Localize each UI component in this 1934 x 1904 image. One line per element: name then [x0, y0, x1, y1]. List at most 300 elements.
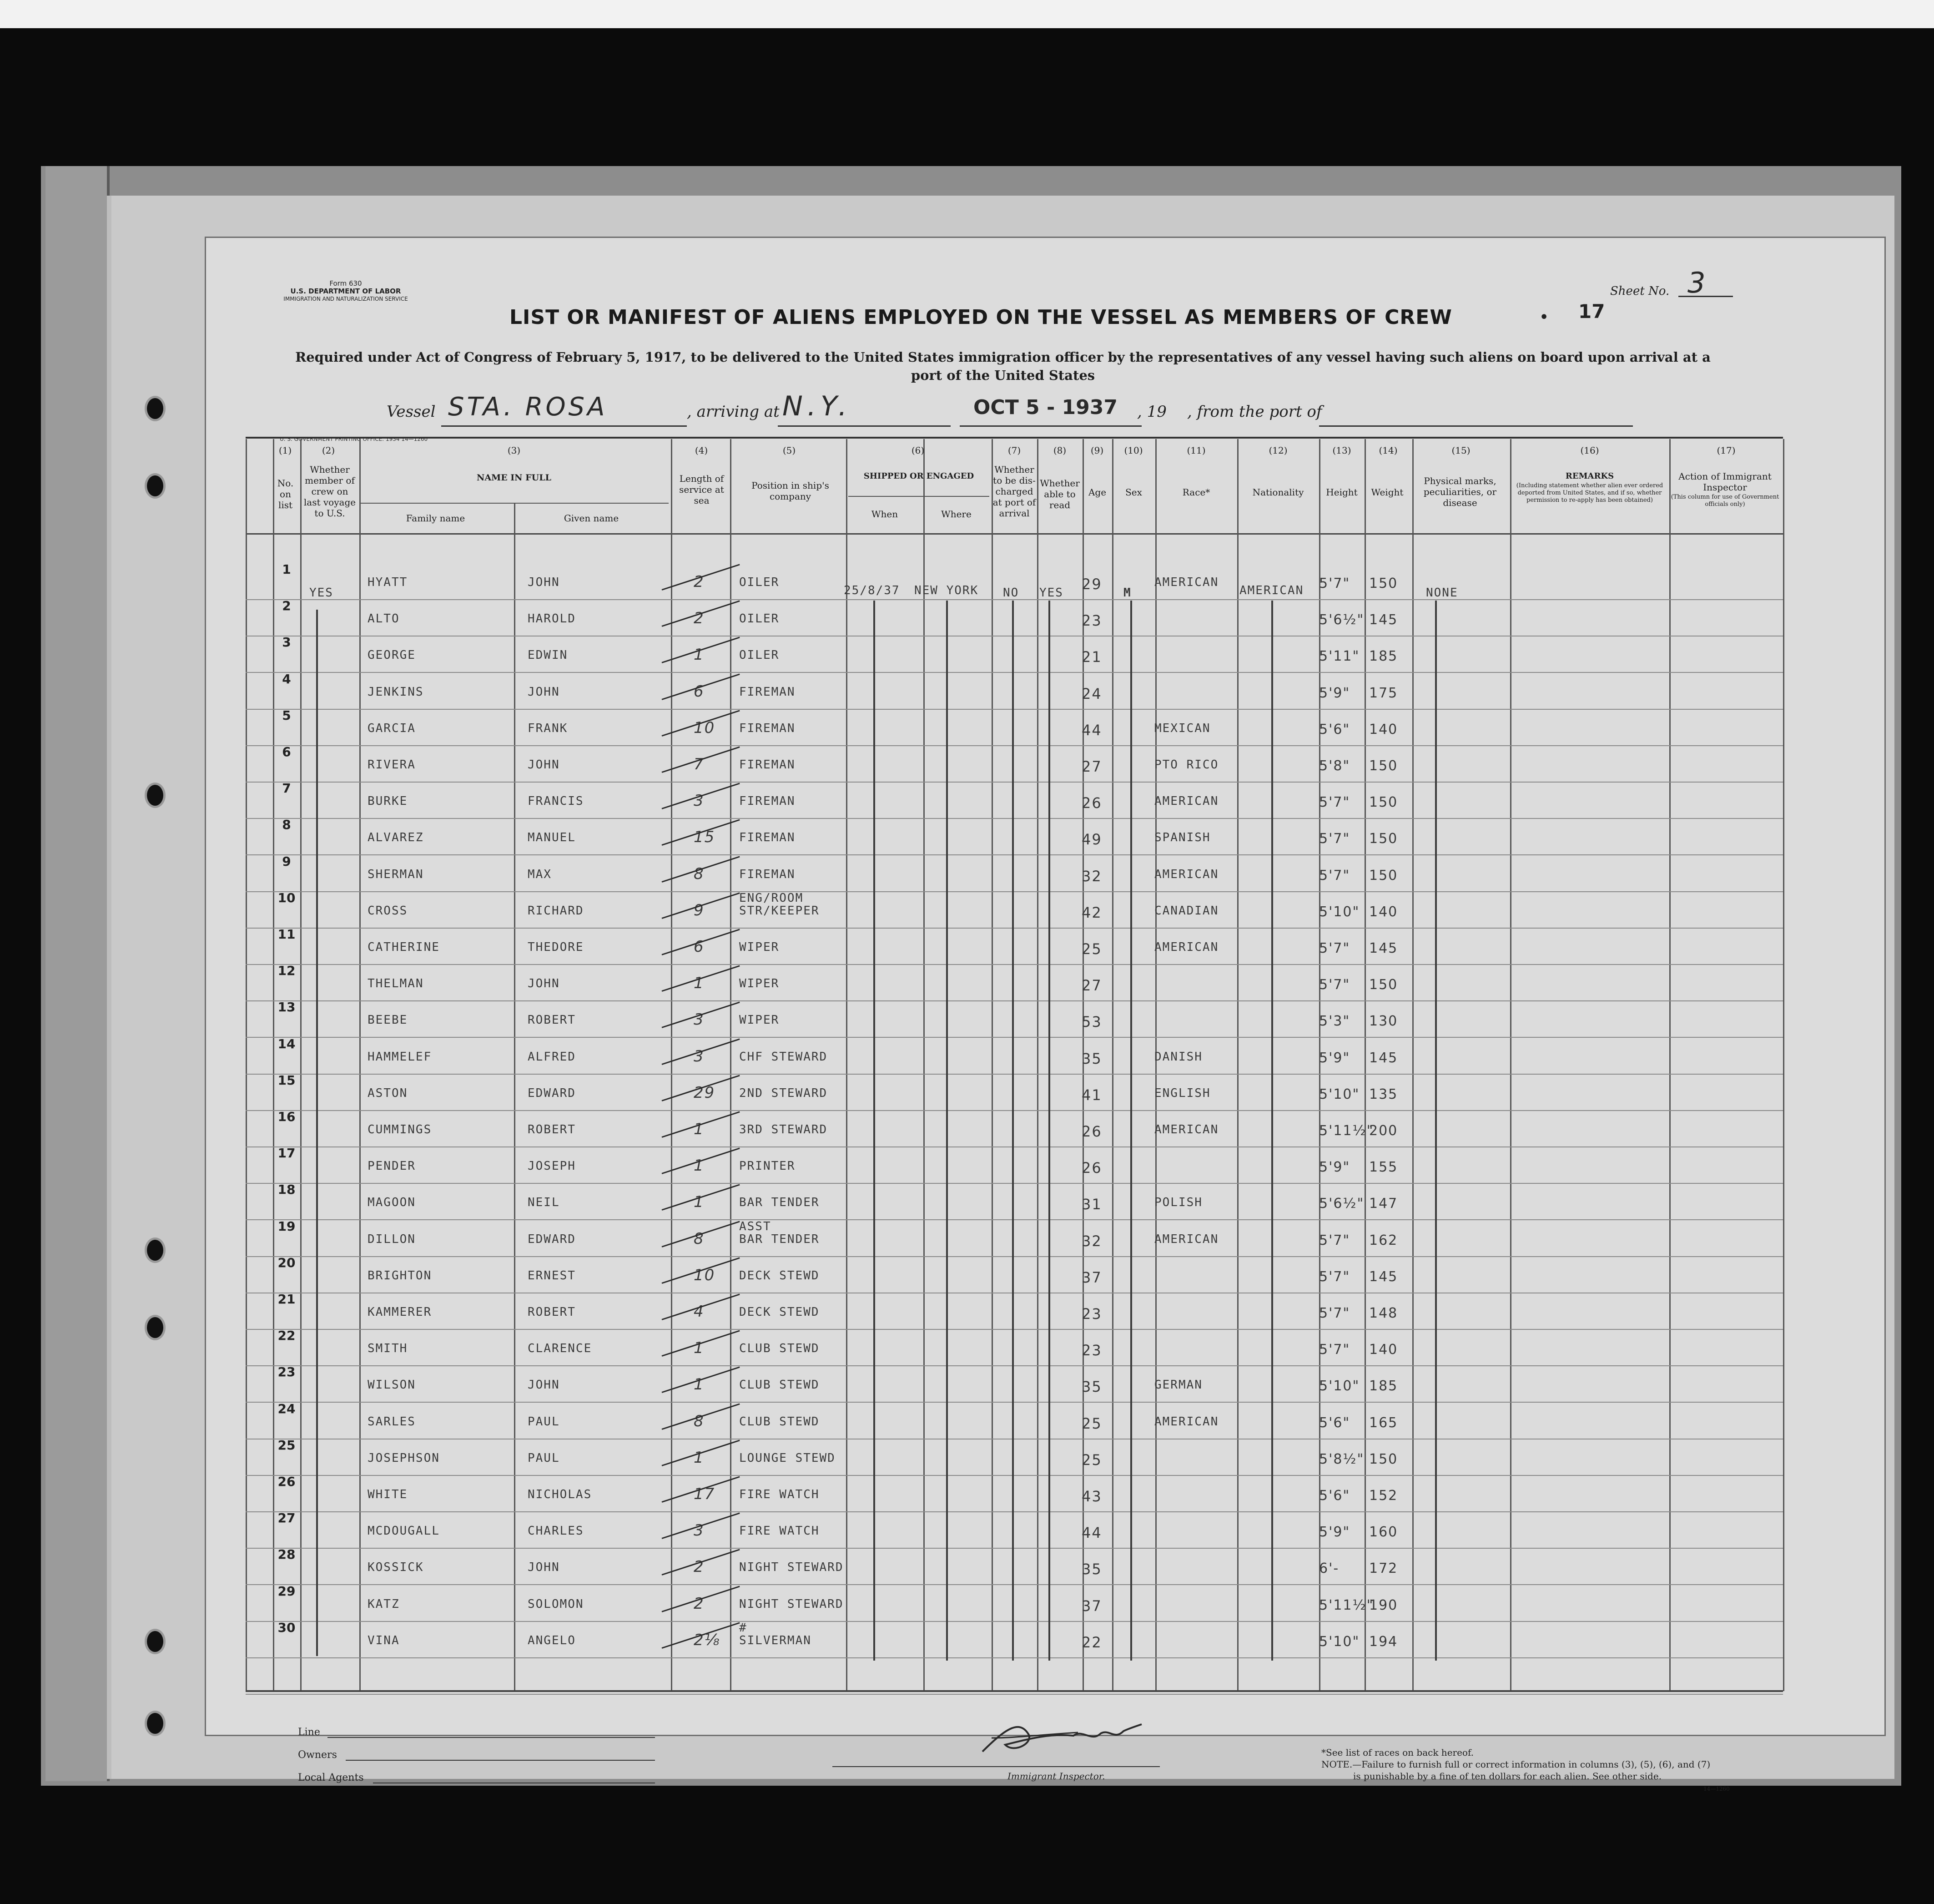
col-able-to-read: Whether able to read — [1040, 478, 1080, 510]
height: 5'7" — [1319, 940, 1350, 956]
position-line1: ASST — [739, 1219, 771, 1233]
race: SPANISH — [1154, 831, 1211, 845]
length-of-service: 1 — [694, 1157, 705, 1175]
given-name: ALFRED — [528, 1050, 576, 1064]
column-number: (16) — [1580, 445, 1599, 456]
length-of-service: 1 — [694, 974, 705, 993]
position: FIREMAN — [739, 867, 796, 881]
row-rule — [246, 1183, 1783, 1184]
height: 5'8½" — [1319, 1451, 1365, 1467]
row-number: 14 — [277, 1036, 296, 1051]
race: GERMAN — [1154, 1378, 1203, 1392]
column-number: (9) — [1090, 445, 1104, 456]
age: 53 — [1082, 1013, 1102, 1031]
row-rule — [246, 1548, 1783, 1549]
punch-hole — [145, 783, 166, 808]
col-family-name: Family name — [406, 513, 465, 524]
position: OILER — [739, 576, 780, 589]
col-inspector-note: (This column for use of Government officials only) — [1671, 494, 1779, 508]
form-identifier — [273, 280, 418, 303]
given-name: SOLOMON — [528, 1597, 584, 1611]
row-number: 16 — [277, 1109, 296, 1124]
row-number: 5 — [282, 707, 291, 723]
length-of-service: 8 — [694, 864, 705, 883]
weight: 160 — [1369, 1524, 1398, 1540]
position: WIPER — [739, 977, 780, 991]
row-number: 2 — [282, 598, 291, 614]
col-nationality: Nationality — [1252, 487, 1304, 498]
given-name: ERNEST — [528, 1268, 576, 1283]
form-number: Form 630 — [329, 279, 362, 288]
age: 26 — [1082, 1123, 1102, 1140]
weight: 145 — [1369, 1268, 1398, 1285]
footer-owners-underline — [346, 1760, 655, 1761]
length-of-service: 3 — [694, 792, 705, 810]
weight: 155 — [1369, 1159, 1398, 1176]
row-number: 26 — [277, 1474, 296, 1489]
age: 42 — [1082, 904, 1102, 921]
position: WIPER — [739, 940, 780, 954]
position: NIGHT STEWARD — [739, 1597, 844, 1611]
given-name: EDWARD — [528, 1086, 576, 1100]
family-name: BRIGHTON — [368, 1268, 432, 1283]
height: 5'7" — [1319, 1305, 1350, 1321]
race: PTO RICO — [1154, 758, 1219, 772]
length-of-service: 6 — [694, 682, 705, 701]
given-name: CLARENCE — [528, 1342, 592, 1356]
row-number: 8 — [282, 817, 291, 833]
given-name: JOHN — [528, 1561, 560, 1575]
column-separator — [671, 439, 672, 1691]
inspector-label: Immigrant Inspector. — [1007, 1771, 1105, 1782]
col-last-voyage: Whether member of crew on last voyage to U.S. — [303, 464, 356, 519]
length-of-service: 2 — [694, 609, 705, 628]
length-of-service: 2 — [694, 1558, 705, 1576]
row-number: 1 — [282, 562, 291, 577]
row-number: 3 — [282, 635, 291, 650]
position: 2ND STEWARD — [739, 1086, 828, 1100]
age: 23 — [1082, 1342, 1102, 1359]
given-name: JOHN — [528, 1378, 560, 1392]
position: CLUB STEWD — [739, 1378, 820, 1392]
position: LOUNGE STEWD — [739, 1451, 836, 1465]
race: AMERICAN — [1154, 1232, 1219, 1246]
family-name: DILLON — [368, 1232, 416, 1246]
weight: 175 — [1369, 685, 1398, 701]
col-inspector-action: Action of Immigrant Inspector — [1678, 471, 1772, 493]
vessel-name: STA. ROSA — [448, 392, 608, 422]
age: 29 — [1082, 576, 1102, 593]
nationality-value: AMERICAN — [1239, 584, 1304, 597]
col-position: Position in ship's company — [751, 480, 829, 502]
position: CLUB STEWD — [739, 1342, 820, 1356]
age: 35 — [1082, 1050, 1102, 1067]
race: ENGLISH — [1154, 1086, 1211, 1100]
row-number: 6 — [282, 744, 291, 759]
length-of-service: 15 — [694, 828, 715, 847]
length-of-service: 3 — [694, 1047, 705, 1066]
given-name: JOHN — [528, 576, 560, 589]
weight: 194 — [1369, 1633, 1398, 1650]
row-number: 24 — [277, 1401, 296, 1416]
age: 44 — [1082, 721, 1102, 739]
height: 5'11½" — [1319, 1597, 1374, 1613]
column-number: (13) — [1332, 445, 1351, 456]
age: 31 — [1082, 1196, 1102, 1213]
weight: 150 — [1369, 1451, 1398, 1467]
punch-hole — [145, 1629, 166, 1654]
family-name: CATHERINE — [368, 940, 440, 954]
col-when: When — [871, 509, 898, 520]
height: 5'6" — [1319, 721, 1350, 737]
length-of-service: 8 — [694, 1229, 705, 1248]
col-remarks: REMARKS — [1565, 471, 1614, 481]
race: AMERICAN — [1154, 867, 1219, 881]
col-given-name: Given name — [564, 513, 619, 524]
length-of-service: 1 — [694, 1120, 705, 1138]
family-name: KAMMERER — [368, 1305, 432, 1319]
age: 49 — [1082, 831, 1102, 848]
age: 25 — [1082, 940, 1102, 958]
length-of-service: 6 — [694, 938, 705, 956]
weight: 145 — [1369, 1050, 1398, 1066]
col-race: Race* — [1182, 487, 1210, 498]
position: FIRE WATCH — [739, 1524, 820, 1538]
sheet-number: 3 — [1687, 266, 1706, 299]
year-label: , 19 — [1137, 403, 1167, 421]
row-number: 12 — [277, 963, 296, 979]
inspector-underline — [832, 1766, 1160, 1767]
column-separator — [1365, 439, 1366, 1691]
family-name: WILSON — [368, 1378, 416, 1392]
length-of-service: 3 — [694, 1521, 705, 1540]
length-of-service: 7 — [694, 755, 705, 773]
column-separator — [1783, 439, 1784, 1691]
height: 5'7" — [1319, 1268, 1350, 1285]
row-rule — [246, 672, 1783, 673]
column-number: (14) — [1379, 445, 1398, 456]
age: 23 — [1082, 612, 1102, 630]
weight: 150 — [1369, 794, 1398, 811]
last-voyage-yes: YES — [309, 586, 333, 600]
age: 27 — [1082, 758, 1102, 775]
weight: 150 — [1369, 576, 1398, 591]
punch-hole — [145, 396, 166, 421]
ditto-mark — [873, 601, 875, 1661]
length-of-service: 10 — [694, 1266, 715, 1284]
family-name: SMITH — [368, 1342, 408, 1356]
height: 5'9" — [1319, 685, 1350, 701]
row-rule — [246, 1110, 1783, 1111]
col-age: Age — [1088, 487, 1107, 498]
date-stamp: OCT 5 - 1937 — [973, 396, 1118, 419]
col-name-in-full: NAME IN FULL — [477, 473, 551, 483]
length-of-service: 8 — [694, 1412, 705, 1430]
family-name: THELMAN — [368, 977, 424, 991]
row-number: 13 — [277, 1000, 296, 1015]
form-title: LIST OR MANIFEST OF ALIENS EMPLOYED ON THE VESSEL AS MEMBERS OF CREW — [509, 306, 1452, 329]
column-number: (8) — [1053, 445, 1067, 456]
row-rule — [246, 1000, 1783, 1001]
punch-hole — [145, 1711, 166, 1736]
given-name: FRANK — [528, 721, 568, 735]
length-of-service: 2 — [694, 1594, 705, 1613]
name-divider — [359, 503, 669, 504]
column-separator — [1155, 439, 1157, 1691]
family-name: GARCIA — [368, 721, 416, 735]
column-separator — [992, 439, 993, 1691]
weight: 152 — [1369, 1488, 1398, 1504]
age: 37 — [1082, 1268, 1102, 1286]
height: 5'11" — [1319, 648, 1360, 665]
row-number: 4 — [282, 671, 291, 687]
race: AMERICAN — [1154, 1123, 1219, 1136]
row-number: 27 — [277, 1510, 296, 1526]
race: DANISH — [1154, 1050, 1203, 1064]
weight: 140 — [1369, 904, 1398, 920]
physical-marks-value: NONE — [1426, 586, 1458, 600]
row-rule — [246, 1621, 1783, 1622]
length-of-service: 1 — [694, 646, 705, 664]
height: 5'7" — [1319, 794, 1350, 811]
position: CHF STEWARD — [739, 1050, 828, 1064]
age: 26 — [1082, 794, 1102, 812]
sex-value: M — [1123, 586, 1132, 600]
family-name: MAGOON — [368, 1196, 416, 1210]
length-of-service: 17 — [694, 1485, 715, 1503]
column-separator — [273, 439, 274, 1691]
vessel-underline — [441, 425, 687, 427]
age: 43 — [1082, 1488, 1102, 1505]
age: 32 — [1082, 1232, 1102, 1250]
length-of-service: 4 — [694, 1303, 705, 1321]
from-port-label: , from the port of — [1187, 403, 1322, 421]
length-of-service: 1 — [694, 1375, 705, 1394]
footer-line-label: Line — [298, 1727, 320, 1738]
height: 5'9" — [1319, 1524, 1350, 1540]
shipped-where: NEW YORK — [914, 584, 979, 597]
race: AMERICAN — [1154, 794, 1219, 808]
row-number: 20 — [277, 1255, 296, 1270]
family-name: RIVERA — [368, 758, 416, 772]
given-name: RICHARD — [528, 904, 584, 918]
row-number: 17 — [277, 1146, 296, 1161]
weight: 135 — [1369, 1086, 1398, 1102]
column-number: (6) — [911, 445, 925, 456]
note-failure: NOTE.—Failure to furnish full or correct information in columns (3), (5), (6), and (7) — [1321, 1759, 1711, 1770]
given-name: ROBERT — [528, 1305, 576, 1319]
age: 27 — [1082, 977, 1102, 995]
age: 37 — [1082, 1597, 1102, 1615]
arriving-port: N.Y. — [782, 390, 851, 422]
age: 44 — [1082, 1524, 1102, 1542]
position: 3RD STEWARD — [739, 1123, 828, 1136]
position: OILER — [739, 612, 780, 626]
family-name: JOSEPHSON — [368, 1451, 440, 1465]
position: OILER — [739, 648, 780, 662]
family-name: JENKINS — [368, 685, 424, 699]
ditto-mark — [1048, 601, 1050, 1661]
age: 35 — [1082, 1378, 1102, 1396]
height: 5'3" — [1319, 1013, 1350, 1030]
height: 5'7" — [1319, 867, 1350, 884]
given-name: PAUL — [528, 1451, 560, 1465]
age: 25 — [1082, 1451, 1102, 1469]
col-height: Height — [1326, 487, 1358, 498]
family-name: GEORGE — [368, 648, 416, 662]
given-name: NEIL — [528, 1196, 560, 1210]
length-of-service: 2 — [694, 573, 705, 591]
column-separator — [359, 439, 361, 1691]
column-separator — [1237, 439, 1239, 1691]
age: 26 — [1082, 1159, 1102, 1177]
given-name: JOHN — [528, 758, 560, 772]
row-number: 11 — [277, 927, 296, 942]
note-fine: is punishable by a fine of ten dollars for each alien. See other side. — [1353, 1771, 1662, 1782]
column-number: (1) — [278, 445, 292, 456]
position: PRINTER — [739, 1159, 796, 1173]
footer-owners-label: Owners — [298, 1749, 337, 1761]
weight: 150 — [1369, 867, 1398, 884]
length-of-service: 10 — [694, 718, 715, 737]
given-name: PAUL — [528, 1414, 560, 1429]
column-number: (4) — [695, 445, 708, 456]
column-number: (5) — [782, 445, 796, 456]
length-of-service: 2⅛ — [694, 1631, 720, 1649]
family-name: SARLES — [368, 1414, 416, 1429]
row-number: 9 — [282, 854, 291, 869]
given-name: EDWIN — [528, 648, 568, 662]
position-line1: # — [739, 1621, 747, 1635]
given-name: EDWARD — [528, 1232, 576, 1246]
row-rule — [246, 1037, 1783, 1038]
col-where: Where — [941, 509, 972, 520]
row-number: 29 — [277, 1583, 296, 1599]
footer-agents-label: Local Agents — [298, 1772, 364, 1783]
weight: 185 — [1369, 648, 1398, 665]
row-number: 7 — [282, 781, 291, 796]
ditto-mark — [1012, 601, 1014, 1661]
family-name: ASTON — [368, 1086, 408, 1100]
column-separator — [730, 439, 731, 1691]
family-name: KOSSICK — [368, 1561, 424, 1575]
length-of-service: 3 — [694, 1010, 705, 1029]
column-number: (7) — [1007, 445, 1021, 456]
height: 5'10" — [1319, 1378, 1360, 1394]
weight: 172 — [1369, 1561, 1398, 1577]
inspector-signature — [978, 1711, 1151, 1761]
age: 32 — [1082, 867, 1102, 885]
ditto-mark — [316, 610, 318, 1656]
height: 5'10" — [1319, 904, 1360, 920]
punch-hole — [145, 1315, 166, 1340]
column-number: (15) — [1451, 445, 1471, 456]
crew-table — [246, 437, 1783, 1694]
ditto-mark — [946, 601, 948, 1661]
position: STR/KEEPER — [739, 904, 820, 918]
weight: 150 — [1369, 831, 1398, 847]
discharged-value: NO — [1003, 586, 1019, 600]
given-name: MAX — [528, 867, 552, 881]
column-separator — [1412, 439, 1414, 1691]
given-name: FRANCIS — [528, 794, 584, 808]
given-name: ROBERT — [528, 1013, 576, 1027]
race: POLISH — [1154, 1196, 1203, 1210]
table-bottom — [246, 1690, 1783, 1692]
race: CANADIAN — [1154, 904, 1219, 918]
height: 5'6½" — [1319, 1196, 1365, 1212]
form-subtitle: Required under Act of Congress of February 5, 1917, to be delivered to the United States immigration officer by the representatives of any vessel having such aliens on board upon arrival at a port of the United States — [295, 349, 1711, 383]
col-weight: Weight — [1371, 487, 1404, 498]
row-rule — [246, 1694, 1783, 1695]
family-name: MCDOUGALL — [368, 1524, 440, 1538]
family-name: CROSS — [368, 904, 408, 918]
service: IMMIGRATION AND NATURALIZATION SERVICE — [283, 296, 408, 302]
row-rule — [246, 1329, 1783, 1330]
col-length-service: Length of service at sea — [679, 473, 724, 506]
shipped-divider — [848, 496, 989, 497]
row-rule — [246, 745, 1783, 746]
height: 5'7" — [1319, 1342, 1350, 1358]
given-name: JOSEPH — [528, 1159, 576, 1173]
printing-office: U. S. GOVERNMENT PRINTING OFFICE: 1934 14—1260 — [280, 436, 428, 442]
ditto-mark — [1271, 601, 1273, 1661]
row-rule — [246, 1511, 1783, 1512]
stamp-number: 17 — [1578, 300, 1605, 323]
row-rule — [246, 1584, 1783, 1585]
weight: 147 — [1369, 1196, 1398, 1212]
row-rule — [246, 891, 1783, 892]
weight: 148 — [1369, 1305, 1398, 1321]
column-number: (17) — [1717, 445, 1736, 456]
given-name: MANUEL — [528, 831, 576, 845]
column-separator — [846, 439, 847, 1691]
column-number: (12) — [1269, 445, 1288, 456]
age: 24 — [1082, 685, 1102, 702]
position: DECK STEWD — [739, 1268, 820, 1283]
shipped-when: 25/8/37 — [844, 584, 900, 597]
family-name: KATZ — [368, 1597, 400, 1611]
given-name: ROBERT — [528, 1123, 576, 1136]
family-name: HYATT — [368, 576, 408, 589]
given-name: ANGELO — [528, 1633, 576, 1647]
row-rule — [246, 928, 1783, 929]
row-rule — [246, 1146, 1783, 1147]
race: AMERICAN — [1154, 576, 1219, 589]
family-name: ALTO — [368, 612, 400, 626]
binding-strip — [45, 166, 110, 1781]
given-name: NICHOLAS — [528, 1488, 592, 1501]
column-separator — [1669, 439, 1671, 1691]
height: 5'9" — [1319, 1159, 1350, 1176]
col-discharged: Whether to be dis-charged at port of arrival — [992, 464, 1036, 519]
column-number: (10) — [1124, 445, 1143, 456]
family-name: WHITE — [368, 1488, 408, 1501]
position: BAR TENDER — [739, 1196, 820, 1210]
row-rule — [246, 854, 1783, 855]
col-no-on-list: No. on list — [277, 478, 294, 510]
race: AMERICAN — [1154, 1414, 1219, 1429]
col-remarks-note: (Including statement whether alien ever ordered deported from United States, and if so, whether permission to re-apply has been obtained) — [1516, 482, 1663, 504]
family-name: BURKE — [368, 794, 408, 808]
family-name: ALVAREZ — [368, 831, 424, 845]
weight: 150 — [1369, 758, 1398, 774]
weight: 140 — [1369, 721, 1398, 737]
arriving-label: , arriving at — [687, 403, 780, 421]
column-separator — [300, 439, 302, 1691]
row-rule — [246, 964, 1783, 965]
height: 5'9" — [1319, 1050, 1350, 1066]
